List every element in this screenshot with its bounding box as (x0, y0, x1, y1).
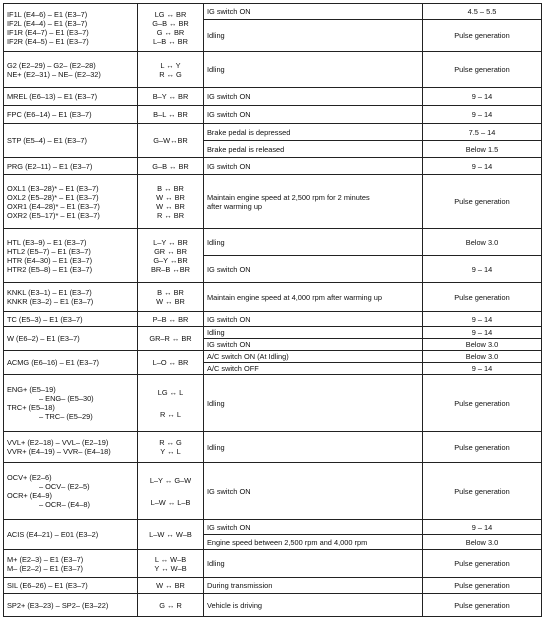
table-row (4, 375, 542, 432)
wiring-color: GR–R ↔ BR (149, 334, 192, 343)
condition-cell: Idling (204, 52, 423, 88)
condition-text: Maintain engine speed at 2,500 rpm for 2 minutes (207, 192, 370, 202)
terminal-label: KNKL (E3–1) – E1 (E3–7) (7, 288, 92, 297)
condition-cell: A/C switch OFF (204, 363, 423, 375)
terminal-label: STP (E5–4) – E1 (E3–7) (7, 136, 87, 145)
specified-condition-cell: 4.5 – 5.5 (423, 4, 542, 20)
condition-cell: IG switch ON (204, 106, 423, 124)
wiring-color: BR–B ↔BR (150, 264, 191, 274)
condition-cell: Engine speed between 2,500 rpm and 4,000 rpm (204, 535, 423, 550)
table-row (4, 124, 542, 141)
terminal-cell (4, 327, 138, 351)
terminal-label: NE+ (E2–31) – NE– (E2–32) (7, 69, 101, 79)
terminal-cell (4, 351, 138, 375)
condition-cell: IG switch ON (204, 158, 423, 175)
terminal-label: PRG (E2–11) – E1 (E3–7) (7, 161, 93, 171)
terminal-cell (4, 229, 138, 283)
terminal-label: SIL (E6–26) – E1 (E3–7) (7, 581, 88, 590)
table-row (4, 52, 542, 88)
wiring-color: L–W ↔ W–B (149, 530, 192, 539)
specified-condition-cell: 9 – 14 (423, 106, 542, 124)
wiring-color-cell (138, 52, 204, 88)
wiring-color: G ↔ R (159, 600, 182, 610)
wiring-color-cell (138, 88, 204, 106)
condition-cell: Idling (204, 229, 423, 256)
condition-cell: Brake pedal is released (204, 141, 423, 158)
wiring-color-cell (138, 520, 204, 550)
wiring-color-cell (138, 124, 204, 158)
table-body (4, 4, 542, 617)
terminal-label: OXR2 (E5–17)* – E1 (E3–7) (7, 210, 100, 220)
terminal-label: OXL2 (E5–28)* – E1 (E3–7) (7, 192, 99, 202)
table-row (4, 520, 542, 535)
wiring-color: P–B ↔ BR (152, 314, 189, 324)
wiring-color: W ↔ BR (156, 201, 185, 211)
terminal-cell (4, 520, 138, 550)
table-row (4, 594, 542, 617)
condition-cell: IG switch ON (204, 339, 423, 351)
terminal-label: OCV+ (E2–6) (7, 473, 52, 482)
wiring-color: G ↔ BR (156, 27, 185, 37)
wiring-color-cell (138, 312, 204, 327)
wiring-color-cell (138, 351, 204, 375)
wiring-color-cell (138, 106, 204, 124)
specified-condition-cell: 9 – 14 (423, 312, 542, 327)
terminal-label: HTR2 (E5–8) – E1 (E3–7) (7, 264, 93, 274)
table-row (4, 550, 542, 578)
table-row (4, 158, 542, 175)
condition-cell: IG switch ON (204, 256, 423, 283)
wiring-color-cell (138, 578, 204, 594)
terminal-label: SP2+ (E3–23) – SP2– (E3–22) (7, 600, 109, 610)
terminal-label: VVR+ (E4–19) – VVR– (E4–18) (7, 447, 111, 456)
terminal-cell (4, 463, 138, 520)
specified-condition-cell: 9 – 14 (423, 88, 542, 106)
condition-cell: A/C switch ON (At Idling) (204, 351, 423, 363)
wiring-color: L–O ↔ BR (152, 358, 189, 367)
condition-cell: IG switch ON (204, 88, 423, 106)
wiring-color-cell (138, 175, 204, 229)
table-row (4, 88, 542, 106)
specified-condition-cell: 9 – 14 (423, 256, 542, 283)
terminal-label: – OCV– (E2–5) (39, 482, 90, 491)
wiring-color: G–Y ↔BR (153, 255, 188, 265)
condition-cell: IG switch ON (204, 463, 423, 520)
specified-condition-cell: 9 – 14 (423, 158, 542, 175)
terminal-cell (4, 124, 138, 158)
wiring-color: L–Y ↔ BR (153, 237, 188, 247)
wiring-color-cell (138, 550, 204, 578)
terminal-label: HTR (E4–30) – E1 (E3–7) (7, 255, 93, 265)
wiring-color: G–B ↔ BR (152, 161, 189, 171)
wiring-color-cell (138, 432, 204, 463)
wiring-color: G–B ↔ BR (152, 18, 189, 28)
terminal-label: MREL (E6–13) – E1 (E3–7) (7, 92, 98, 101)
ecu-terminal-table (3, 3, 542, 617)
condition-text: after warming up (207, 201, 263, 211)
condition-cell: Idling (204, 550, 423, 578)
table-row (4, 351, 542, 363)
terminal-label: OXR1 (E4–28)* – E1 (E3–7) (7, 201, 100, 211)
specified-condition-cell: Pulse generation (423, 578, 542, 594)
terminal-cell (4, 283, 138, 312)
terminal-cell (4, 52, 138, 88)
terminal-label: ENG+ (E5–19) (7, 385, 56, 394)
terminal-label: W (E6–2) – E1 (E3–7) (7, 334, 80, 343)
specified-condition-cell: Below 3.0 (423, 351, 542, 363)
wiring-color-cell (138, 375, 204, 432)
terminal-label: VVL+ (E2–18) – VVL– (E2–19) (7, 438, 109, 447)
specified-condition-cell: Pulse generation (423, 283, 542, 312)
wiring-color-cell (138, 283, 204, 312)
wiring-color: L ↔ Y (160, 60, 181, 70)
specified-condition-cell: Pulse generation (423, 432, 542, 463)
specified-condition-cell: Pulse generation (423, 375, 542, 432)
condition-cell: During transmission (204, 578, 423, 594)
wiring-color: B–Y ↔ BR (152, 92, 189, 101)
terminal-label: – TRC– (E5–29) (39, 412, 93, 421)
table-row (4, 463, 542, 520)
wiring-color-cell (138, 463, 204, 520)
table-row (4, 327, 542, 339)
specified-condition-cell: Below 3.0 (423, 229, 542, 256)
condition-cell: IG switch ON (204, 4, 423, 20)
wiring-color: L–Y ↔ G–W (149, 475, 192, 485)
table-row (4, 578, 542, 594)
wiring-color: W ↔ BR (156, 192, 185, 202)
specified-condition-cell: 9 – 14 (423, 363, 542, 375)
wiring-color: L–B ↔ BR (153, 36, 188, 46)
wiring-color: R ↔ G (159, 438, 182, 447)
wiring-color: R ↔ G (159, 69, 182, 79)
wiring-color: W ↔ BR (156, 297, 185, 306)
terminal-label: HTL2 (E5–7) – E1 (E3–7) (7, 246, 91, 256)
terminal-label: G2 (E2–29) – G2– (E2–28) (7, 60, 96, 70)
terminal-cell (4, 594, 138, 617)
specified-condition-cell: Pulse generation (423, 463, 542, 520)
terminal-label: ACMG (E6–16) – E1 (E3–7) (7, 358, 100, 367)
condition-cell: Maintain engine speed at 4,000 rpm after warming up (204, 283, 423, 312)
wiring-color: B ↔ BR (157, 183, 184, 193)
condition-cell: Idling (204, 20, 423, 52)
specified-condition-cell: Below 3.0 (423, 535, 542, 550)
condition-cell: IG switch ON (204, 520, 423, 535)
specified-condition-cell: 9 – 14 (423, 327, 542, 339)
terminal-label: TRC+ (E5–18) (7, 403, 55, 412)
terminal-cell (4, 175, 138, 229)
wiring-color: B ↔ BR (157, 288, 184, 297)
terminal-label: OXL1 (E3–28)* – E1 (E3–7) (7, 183, 99, 193)
terminal-cell (4, 158, 138, 175)
terminal-label: IF1L (E4–6) – E1 (E3–7) (7, 9, 88, 19)
terminal-label: TC (E5–3) – E1 (E3–7) (7, 314, 83, 324)
table-row (4, 229, 542, 256)
terminal-label: KNKR (E3–2) – E1 (E3–7) (7, 297, 94, 306)
condition-cell: Idling (204, 432, 423, 463)
condition-cell: Idling (204, 327, 423, 339)
terminal-label: ACIS (E4–21) – E01 (E3–2) (7, 530, 99, 539)
specified-condition-cell: 7.5 – 14 (423, 124, 542, 141)
terminal-cell (4, 88, 138, 106)
terminal-cell (4, 375, 138, 432)
terminal-label: IF2R (E4–5) – E1 (E3–7) (7, 36, 89, 46)
terminal-cell (4, 578, 138, 594)
wiring-color-cell (138, 594, 204, 617)
table-row (4, 175, 542, 229)
wiring-color: LG ↔ BR (154, 9, 187, 19)
table-row (4, 283, 542, 312)
specified-condition-cell: Pulse generation (423, 20, 542, 52)
wiring-color: R ↔ L (160, 409, 181, 419)
specified-condition-cell: Pulse generation (423, 52, 542, 88)
terminal-label: FPC (E6–14) – E1 (E3–7) (7, 110, 92, 119)
terminal-label: IF1R (E4–7) – E1 (E3–7) (7, 27, 89, 37)
terminal-label: M– (E2–2) – E1 (E3–7) (7, 563, 83, 573)
condition-cell (204, 175, 423, 229)
specified-condition-cell: 9 – 14 (423, 520, 542, 535)
wiring-color-cell (138, 4, 204, 52)
specified-condition-cell: Below 1.5 (423, 141, 542, 158)
terminal-cell (4, 312, 138, 327)
condition-cell: Vehicle is driving (204, 594, 423, 617)
terminal-label: HTL (E3–9) – E1 (E3–7) (7, 237, 87, 247)
terminal-label: – ENG– (E5–30) (39, 394, 94, 403)
wiring-color-cell (138, 229, 204, 283)
wiring-color: GR ↔ BR (154, 246, 187, 256)
condition-cell: Brake pedal is depressed (204, 124, 423, 141)
table-row (4, 106, 542, 124)
specified-condition-cell: Below 3.0 (423, 339, 542, 351)
specified-condition-cell: Pulse generation (423, 594, 542, 617)
table-row (4, 432, 542, 463)
wiring-color: Y ↔ L (160, 447, 181, 456)
wiring-color: LG ↔ L (157, 387, 184, 397)
specified-condition-cell: Pulse generation (423, 550, 542, 578)
condition-cell: Idling (204, 375, 423, 432)
terminal-cell (4, 432, 138, 463)
table-row (4, 312, 542, 327)
terminal-cell (4, 4, 138, 52)
wiring-color: Y ↔ W–B (154, 563, 187, 573)
condition-cell: IG switch ON (204, 312, 423, 327)
wiring-color: L–W ↔ L–B (150, 497, 191, 507)
terminal-cell (4, 106, 138, 124)
table-row (4, 4, 542, 20)
terminal-label: OCR+ (E4–9) (7, 491, 52, 500)
wiring-color-cell (138, 327, 204, 351)
terminal-label: IF2L (E4–4) – E1 (E3–7) (7, 18, 88, 28)
wiring-color: B–L ↔ BR (153, 110, 188, 119)
wiring-color: R ↔ BR (156, 210, 185, 220)
terminal-label: – OCR– (E4–8) (39, 500, 90, 509)
wiring-color-cell (138, 158, 204, 175)
wiring-color: G–W↔BR (153, 136, 188, 145)
wiring-color: W ↔ BR (156, 581, 185, 590)
terminal-label: M+ (E2–3) – E1 (E3–7) (7, 554, 84, 564)
terminal-cell (4, 550, 138, 578)
specified-condition-cell: Pulse generation (423, 175, 542, 229)
wiring-color: L ↔ W–B (154, 554, 187, 564)
